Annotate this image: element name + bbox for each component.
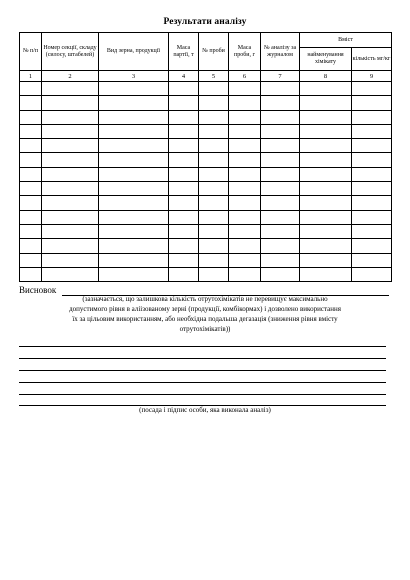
table-cell[interactable]	[99, 124, 169, 138]
table-cell[interactable]	[261, 224, 300, 238]
table-cell[interactable]	[300, 253, 352, 267]
table-cell[interactable]	[352, 153, 392, 167]
table-cell[interactable]	[229, 96, 261, 110]
table-cell[interactable]	[20, 110, 42, 124]
results-table	[19, 32, 392, 282]
table-cell[interactable]	[199, 224, 229, 238]
table-cell[interactable]	[300, 153, 352, 167]
table-cell[interactable]	[199, 110, 229, 124]
table-cell[interactable]	[229, 182, 261, 196]
table-cell[interactable]	[229, 167, 261, 181]
table-cell[interactable]	[300, 110, 352, 124]
table-cell[interactable]	[229, 210, 261, 224]
table-cell[interactable]	[42, 267, 99, 281]
table-cell[interactable]	[352, 224, 392, 238]
table-cell[interactable]	[99, 239, 169, 253]
writing-line[interactable]	[19, 394, 386, 395]
table-row	[20, 224, 392, 238]
table-cell[interactable]	[229, 124, 261, 138]
table-row	[20, 110, 392, 124]
table-cell[interactable]	[300, 239, 352, 253]
table-cell[interactable]	[300, 196, 352, 210]
writing-line[interactable]	[19, 358, 386, 359]
table-row	[20, 267, 392, 281]
table-cell[interactable]	[20, 167, 42, 181]
table-cell[interactable]	[300, 139, 352, 153]
table-cell[interactable]	[169, 182, 199, 196]
table-cell[interactable]	[229, 267, 261, 281]
column-number: 5	[199, 71, 229, 82]
table-cell[interactable]	[261, 110, 300, 124]
table-cell[interactable]	[261, 253, 300, 267]
table-cell[interactable]	[300, 210, 352, 224]
table-cell[interactable]	[199, 153, 229, 167]
table-cell[interactable]	[261, 153, 300, 167]
header-section-number: Номер секції, складу (силосу, штабелей)	[42, 33, 99, 71]
table-cell[interactable]	[20, 124, 42, 138]
table-cell[interactable]	[20, 96, 42, 110]
table-cell[interactable]	[229, 224, 261, 238]
conclusion-label: Висновок	[19, 285, 57, 295]
table-cell[interactable]	[261, 239, 300, 253]
table-cell[interactable]	[229, 196, 261, 210]
table-row	[20, 253, 392, 267]
table-cell[interactable]	[352, 196, 392, 210]
header-chemical-name: найменування хімікату	[300, 48, 352, 71]
table-cell[interactable]	[20, 224, 42, 238]
signature-caption: (посада і підпис особи, яка виконала аналіз)	[139, 406, 271, 414]
table-cell[interactable]	[261, 210, 300, 224]
writing-line[interactable]	[19, 382, 386, 383]
table-cell[interactable]	[99, 153, 169, 167]
header-sample-mass: Маса проби, г	[229, 33, 261, 71]
table-cell[interactable]	[99, 224, 169, 238]
table-row	[20, 139, 392, 153]
table-cell[interactable]	[261, 139, 300, 153]
header-sample-number: № проби	[199, 33, 229, 71]
table-cell[interactable]	[300, 167, 352, 181]
table-cell[interactable]	[42, 167, 99, 181]
table-cell[interactable]	[300, 267, 352, 281]
table-cell[interactable]	[300, 182, 352, 196]
table-cell[interactable]	[169, 267, 199, 281]
table-cell[interactable]	[169, 253, 199, 267]
table-cell[interactable]	[99, 139, 169, 153]
table-row	[20, 96, 392, 110]
table-cell[interactable]	[352, 253, 392, 267]
table-cell[interactable]	[99, 210, 169, 224]
table-cell[interactable]	[229, 139, 261, 153]
table-cell[interactable]	[229, 239, 261, 253]
table-cell[interactable]	[99, 82, 169, 96]
table-cell[interactable]	[20, 182, 42, 196]
table-cell[interactable]	[169, 82, 199, 96]
table-cell[interactable]	[199, 82, 229, 96]
table-cell[interactable]	[261, 96, 300, 110]
table-cell[interactable]	[352, 182, 392, 196]
table-cell[interactable]	[42, 253, 99, 267]
table-row	[20, 182, 392, 196]
table-cell[interactable]	[199, 124, 229, 138]
table-cell[interactable]	[99, 267, 169, 281]
table-cell[interactable]	[199, 239, 229, 253]
page-title: Результати аналізу	[163, 17, 247, 27]
table-cell[interactable]	[300, 224, 352, 238]
table-row	[20, 210, 392, 224]
table-row	[20, 196, 392, 210]
header-analysis-number: № аналізу за журналом	[261, 33, 300, 71]
table-cell[interactable]	[42, 96, 99, 110]
table-cell[interactable]	[169, 196, 199, 210]
table-cell[interactable]	[352, 167, 392, 181]
conclusion-note-line: отрутохімікатів))	[179, 325, 231, 333]
table-cell[interactable]	[261, 196, 300, 210]
table-cell[interactable]	[199, 196, 229, 210]
column-number: 8	[300, 71, 352, 82]
table-cell[interactable]	[169, 224, 199, 238]
table-row	[20, 153, 392, 167]
table-cell[interactable]	[20, 267, 42, 281]
header-row-number: № п/п	[20, 33, 42, 71]
table-cell[interactable]	[42, 153, 99, 167]
conclusion-note-line: їх за цільовим використанням, або необхідна подальша дегазація (зниження рівня вмісту	[72, 315, 338, 323]
table-cell[interactable]	[20, 139, 42, 153]
table-cell[interactable]	[169, 96, 199, 110]
column-number: 3	[99, 71, 169, 82]
column-number: 1	[20, 71, 42, 82]
table-cell[interactable]	[199, 267, 229, 281]
table-cell[interactable]	[99, 96, 169, 110]
table-cell[interactable]	[352, 82, 392, 96]
table-cell[interactable]	[199, 253, 229, 267]
table-cell[interactable]	[199, 210, 229, 224]
writing-line[interactable]	[19, 370, 386, 371]
table-cell[interactable]	[169, 210, 199, 224]
table-cell[interactable]	[169, 153, 199, 167]
table-cell[interactable]	[169, 239, 199, 253]
table-cell[interactable]	[42, 139, 99, 153]
table-cell[interactable]	[352, 110, 392, 124]
table-cell[interactable]	[99, 110, 169, 124]
conclusion-note-line: (зазначається, що залишкова кількість отрутохімікатів не перевищує максимально	[82, 295, 328, 303]
table-cell[interactable]	[352, 139, 392, 153]
table-cell[interactable]	[20, 253, 42, 267]
table-cell[interactable]	[352, 267, 392, 281]
table-cell[interactable]	[169, 124, 199, 138]
column-number-row	[20, 71, 392, 82]
table-cell[interactable]	[42, 82, 99, 96]
table-cell[interactable]	[42, 196, 99, 210]
table-cell[interactable]	[352, 239, 392, 253]
column-number: 6	[229, 71, 261, 82]
table-cell[interactable]	[229, 82, 261, 96]
column-number: 9	[352, 71, 392, 82]
table-cell[interactable]	[42, 182, 99, 196]
table-cell[interactable]	[42, 239, 99, 253]
header-quantity: кількість мг/кг	[352, 48, 392, 71]
table-cell[interactable]	[99, 182, 169, 196]
table-cell[interactable]	[42, 210, 99, 224]
table-cell[interactable]	[42, 110, 99, 124]
table-cell[interactable]	[300, 82, 352, 96]
table-row	[20, 167, 392, 181]
table-cell[interactable]	[20, 239, 42, 253]
header-content-group: Вміст	[300, 33, 392, 48]
writing-line[interactable]	[19, 346, 386, 347]
conclusion-note	[0, 294, 410, 334]
table-row	[20, 82, 392, 96]
table-cell[interactable]	[229, 110, 261, 124]
conclusion-note-line: допустимого рівня в аліізованому зерні (продукції, комбікормах) і дозволено використання	[69, 305, 341, 313]
table-cell[interactable]	[261, 167, 300, 181]
table-cell[interactable]	[99, 253, 169, 267]
table-cell[interactable]	[261, 267, 300, 281]
table-cell[interactable]	[42, 224, 99, 238]
table-cell[interactable]	[169, 167, 199, 181]
table-cell[interactable]	[199, 96, 229, 110]
table-cell[interactable]	[261, 82, 300, 96]
table-row	[20, 124, 392, 138]
column-number: 2	[42, 71, 99, 82]
table-body	[20, 71, 392, 282]
table-cell[interactable]	[229, 153, 261, 167]
table-cell[interactable]	[20, 82, 42, 96]
table-cell[interactable]	[199, 182, 229, 196]
table-cell[interactable]	[199, 167, 229, 181]
column-number: 4	[169, 71, 199, 82]
table-cell[interactable]	[20, 153, 42, 167]
table-cell[interactable]	[169, 139, 199, 153]
table-cell[interactable]	[99, 196, 169, 210]
table-cell[interactable]	[199, 139, 229, 153]
table-cell[interactable]	[229, 253, 261, 267]
table-row	[20, 239, 392, 253]
header-batch-mass: Маса партії, т	[169, 33, 199, 71]
header-grain-type: Вид зерна, продукції	[99, 33, 169, 71]
table-cell[interactable]	[352, 210, 392, 224]
table-cell[interactable]	[20, 210, 42, 224]
table-cell[interactable]	[352, 96, 392, 110]
table-cell[interactable]	[261, 124, 300, 138]
table-cell[interactable]	[352, 124, 392, 138]
column-number: 7	[261, 71, 300, 82]
table-cell[interactable]	[42, 124, 99, 138]
table-cell[interactable]	[169, 110, 199, 124]
table-cell[interactable]	[300, 124, 352, 138]
table-cell[interactable]	[20, 196, 42, 210]
table-cell[interactable]	[99, 167, 169, 181]
table-cell[interactable]	[261, 182, 300, 196]
table-cell[interactable]	[300, 96, 352, 110]
